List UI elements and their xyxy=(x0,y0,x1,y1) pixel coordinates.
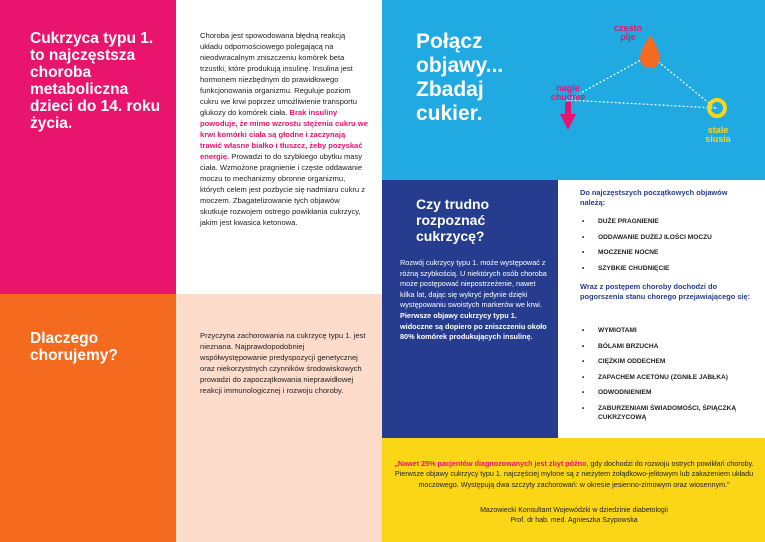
navy-body-text: Rozwój cukrzycy typu 1. może występować z różną szybkością. U niektórych osób choroba może postępować niepostrzeżenie, nawet kilka lat, dając się wykryć jedynie dzięki występowaniu swoistych markerów we krwi. xyxy=(400,258,547,310)
main-heading: Cukrzyca typu 1. to najczęstsza choroba metaboliczna dzieci do 14. roku życia. xyxy=(30,30,161,132)
blue-title: Połącz objawy... Zbadaj cukier. xyxy=(416,30,504,125)
quote-text: gdy dochodzi do rozwoju ostrych powikłań choroby. Pierwsze objawy cukrzycy typu 1. najczęściej mylone są z nieżytem żołądkowo-jelitowym lub zakażeniem układu moczowego. Występują dwa szczyty zachorowań: w okresie jesienno-zimowym oraz wiosennym.” xyxy=(394,459,754,489)
description-rest: Prowadzi to do szybkiego ubytku masy ciała. Wzmożone pragnienie i częste oddawanie moczu to mechanizmy obronne organizmu, których celem jest pozbycie się nadmiaru cukru z moczem. Zbagatelizowanie tych objawów skutkuje rozwojem ostrego powikłania cukrzycy, jakim jest kwasica ketonowa. xyxy=(200,152,366,227)
author-name: Prof. dr hab. med. Agnieszka Szypowska xyxy=(510,517,638,524)
initial-symptoms-list xyxy=(578,217,758,279)
list-item: • ZABURZENIAMI ŚWIADOMOŚCI, ŚPIĄCZKĄ CUKRZYCOWĄ xyxy=(578,404,758,422)
label-weight: nagle chudnie xyxy=(550,83,586,102)
list-item: • DUŻE PRAGNIENIE xyxy=(578,217,758,226)
expert-quote xyxy=(390,459,758,490)
list-item: • ZAPACHEM ACETONU (ZGNIŁE JABŁKA) xyxy=(578,373,758,382)
navy-body xyxy=(400,258,550,343)
navy-body-bold: Pierwsze objawy cukrzycy typu 1. widoczne są dopiero po zniszczeniu około 80% komórek produkujących insulinę. xyxy=(400,310,547,342)
progress-symptoms-list xyxy=(578,326,758,429)
label-thirst: często pije xyxy=(613,23,642,42)
initial-symptoms-heading: Do najczęstszych początkowych objawów należą: xyxy=(580,188,728,207)
list-item: • WYMIOTAMI xyxy=(578,326,758,335)
description-text: Choroba jest spowodowana błędną reakcją układu odpornościowego polegającą na nieodwracalnym zniszczeniu komórek beta trzustki, które produkują insulinę. Insulina jest hormonem niezbędnym do prawidłowego funkcjonowania organizmu. Reguluje poziom cukru we krwi poprzez umożliwienie transportu glukozy do komórek ciała. xyxy=(200,31,357,117)
progress-symptoms-heading: Wraz z postępem choroby dochodzi do pogorszenia stanu chorego przejawiającego się: xyxy=(580,282,751,301)
list-item: • CIĘŻKIM ODDECHEM xyxy=(578,357,758,366)
list-item: • MOCZENIE NOCNE xyxy=(578,248,758,257)
arrow-shaft xyxy=(565,102,571,116)
quote-highlight: „Nawet 25% pacjentów diagnozowanych jest zbyt późno, xyxy=(394,459,589,468)
list-item: • BÓLAMI BRZUCHA xyxy=(578,342,758,351)
highlight-text: Brak insuliny powoduje, że mimo wzrostu stężenia cukru we krwi komórki ciała są głodne i zaczynają trawić własne białko i tłuszcz, żeby pozyskać energię. xyxy=(200,108,368,161)
cause-text: Przyczyna zachorowania na cukrzycę typu 1. jest nieznana. Najprawdopodobniej współwystępowanie predyspozycji genetycznej oraz niekorzystnych czynników środowiskowych prowadzi do zapoczątkowania nieprawidłowej reakcji immunologicznej i rozwoju choroby. xyxy=(200,331,366,395)
disease-description xyxy=(200,30,368,228)
list-item: • ODDAWANIE DUŻEJ ILOŚCI MOCZU xyxy=(578,233,758,242)
arrow-down-icon xyxy=(560,114,576,130)
quote-author xyxy=(390,506,758,526)
list-item: • SZYBKIE CHUDNIĘCIE xyxy=(578,264,758,273)
author-title: Mazowiecki Konsultant Wojewódzki w dziedzinie diabetologii xyxy=(480,507,668,514)
list-item: • ODWODNIENIEM xyxy=(578,388,758,397)
navy-title: Czy trudno rozpoznać cukrzycę? xyxy=(416,196,490,244)
label-urination: stale siusia xyxy=(705,125,731,144)
why-heading: Dlaczego chorujemy? xyxy=(30,330,118,364)
